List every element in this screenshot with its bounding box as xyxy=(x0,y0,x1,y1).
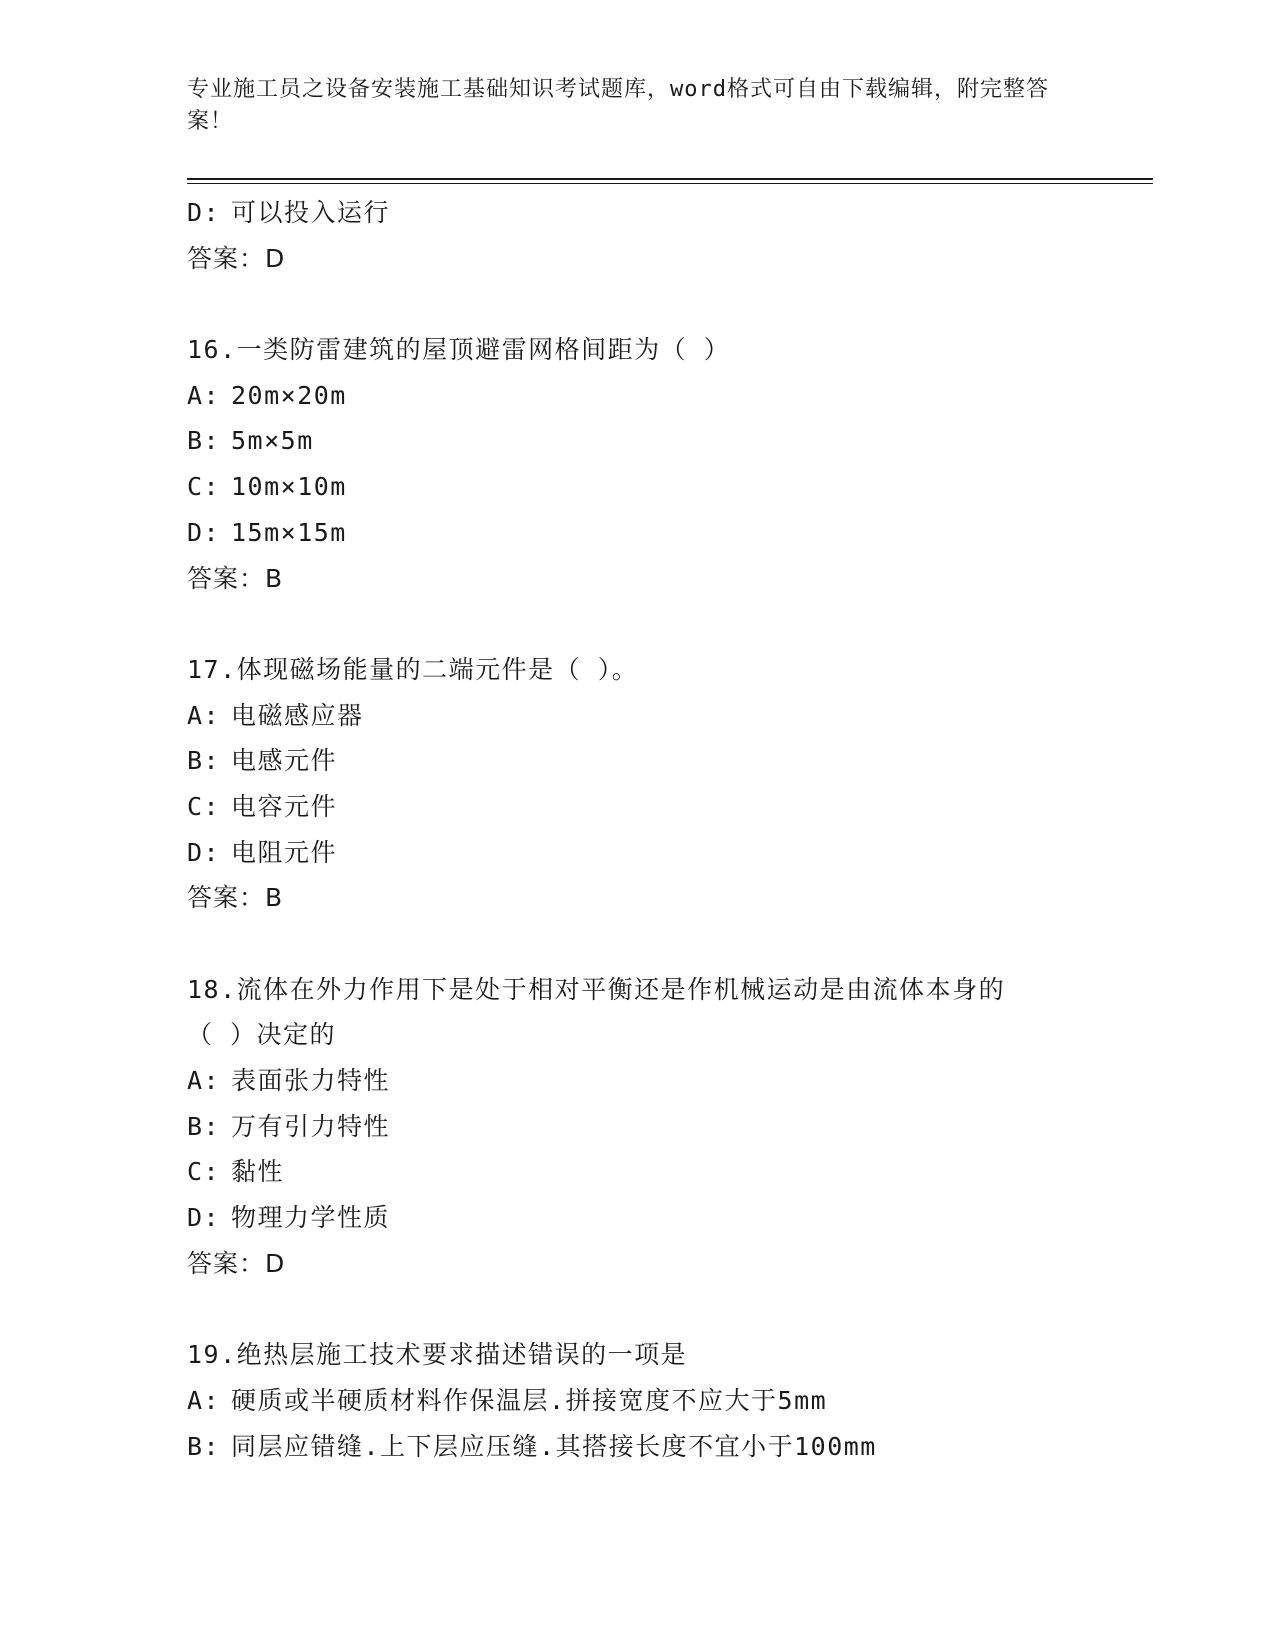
question-stem: 19.绝热层施工技术要求描述错误的一项是 xyxy=(187,1340,688,1370)
option-label: B: xyxy=(187,746,221,776)
answer-line: 答案：D xyxy=(187,1248,286,1278)
option-text: 电感元件 xyxy=(231,746,338,776)
option-label: C: xyxy=(187,472,221,502)
option-text: 硬质或半硬质材料作保温层.拼接宽度不应大于5mm xyxy=(231,1385,828,1415)
option-label: D: xyxy=(187,1203,221,1233)
option-line xyxy=(187,1424,1147,1470)
option-line xyxy=(187,693,1147,739)
option-label: A: xyxy=(187,1385,221,1415)
answer-line: 答案：D xyxy=(187,243,286,273)
question-stem: 16.一类防雷建筑的屋顶避雷网格间距为（ ） xyxy=(187,335,731,365)
option-line xyxy=(187,510,1147,556)
option-line xyxy=(187,784,1147,830)
option-text: 物理力学性质 xyxy=(231,1203,391,1233)
spacer xyxy=(187,921,1147,967)
option-text: 万有引力特性 xyxy=(231,1111,391,1141)
option-text: 10m×10m xyxy=(231,472,347,502)
option-text: 5m×5m xyxy=(231,426,314,456)
option-line xyxy=(187,373,1147,419)
option-line xyxy=(187,1104,1147,1150)
option-label: C: xyxy=(187,791,221,821)
spacer xyxy=(187,601,1147,647)
option-line xyxy=(187,190,1147,236)
option-line xyxy=(187,1195,1147,1241)
option-label: D: xyxy=(187,837,221,867)
option-label: A: xyxy=(187,380,221,410)
option-text: 20m×20m xyxy=(231,380,347,410)
answer-line: 答案：B xyxy=(187,883,284,913)
option-text: 电容元件 xyxy=(231,791,338,821)
option-label: B: xyxy=(187,1111,221,1141)
option-text: 15m×15m xyxy=(231,517,347,547)
option-line xyxy=(187,830,1147,876)
option-label: A: xyxy=(187,1066,221,1096)
option-line xyxy=(187,464,1147,510)
question-stem-continued: （ ）决定的 xyxy=(187,1020,337,1050)
option-label: B: xyxy=(187,426,221,456)
option-line xyxy=(187,1058,1147,1104)
option-text: 电阻元件 xyxy=(231,837,338,867)
option-line xyxy=(187,738,1147,784)
question-stem: 18.流体在外力作用下是处于相对平衡还是作机械运动是由流体本身的 xyxy=(187,974,1006,1004)
option-label: A: xyxy=(187,700,221,730)
option-text: 表面张力特性 xyxy=(231,1066,391,1096)
header-divider xyxy=(187,178,1153,184)
option-line xyxy=(187,1149,1147,1195)
option-label: B: xyxy=(187,1431,221,1461)
option-line xyxy=(187,1378,1147,1424)
option-label: D: xyxy=(187,198,221,227)
question-list xyxy=(187,190,1147,1469)
spacer xyxy=(187,1287,1147,1333)
question-stem: 17.体现磁场能量的二端元件是（ ）。 xyxy=(187,654,639,684)
answer-line: 答案：B xyxy=(187,563,284,593)
page-header: 专业施工员之设备安装施工基础知识考试题库，word格式可自由下载编辑，附完整答案！ xyxy=(187,77,1049,134)
option-text: 电磁感应器 xyxy=(231,700,364,730)
option-label: C: xyxy=(187,1157,221,1187)
option-text: 同层应错缝.上下层应压缝.其搭接长度不宜小于100mm xyxy=(231,1431,877,1461)
spacer xyxy=(187,281,1147,327)
option-text: 可以投入运行 xyxy=(231,198,391,227)
option-text: 黏性 xyxy=(231,1157,285,1187)
option-line xyxy=(187,418,1147,464)
option-label: D: xyxy=(187,517,221,547)
